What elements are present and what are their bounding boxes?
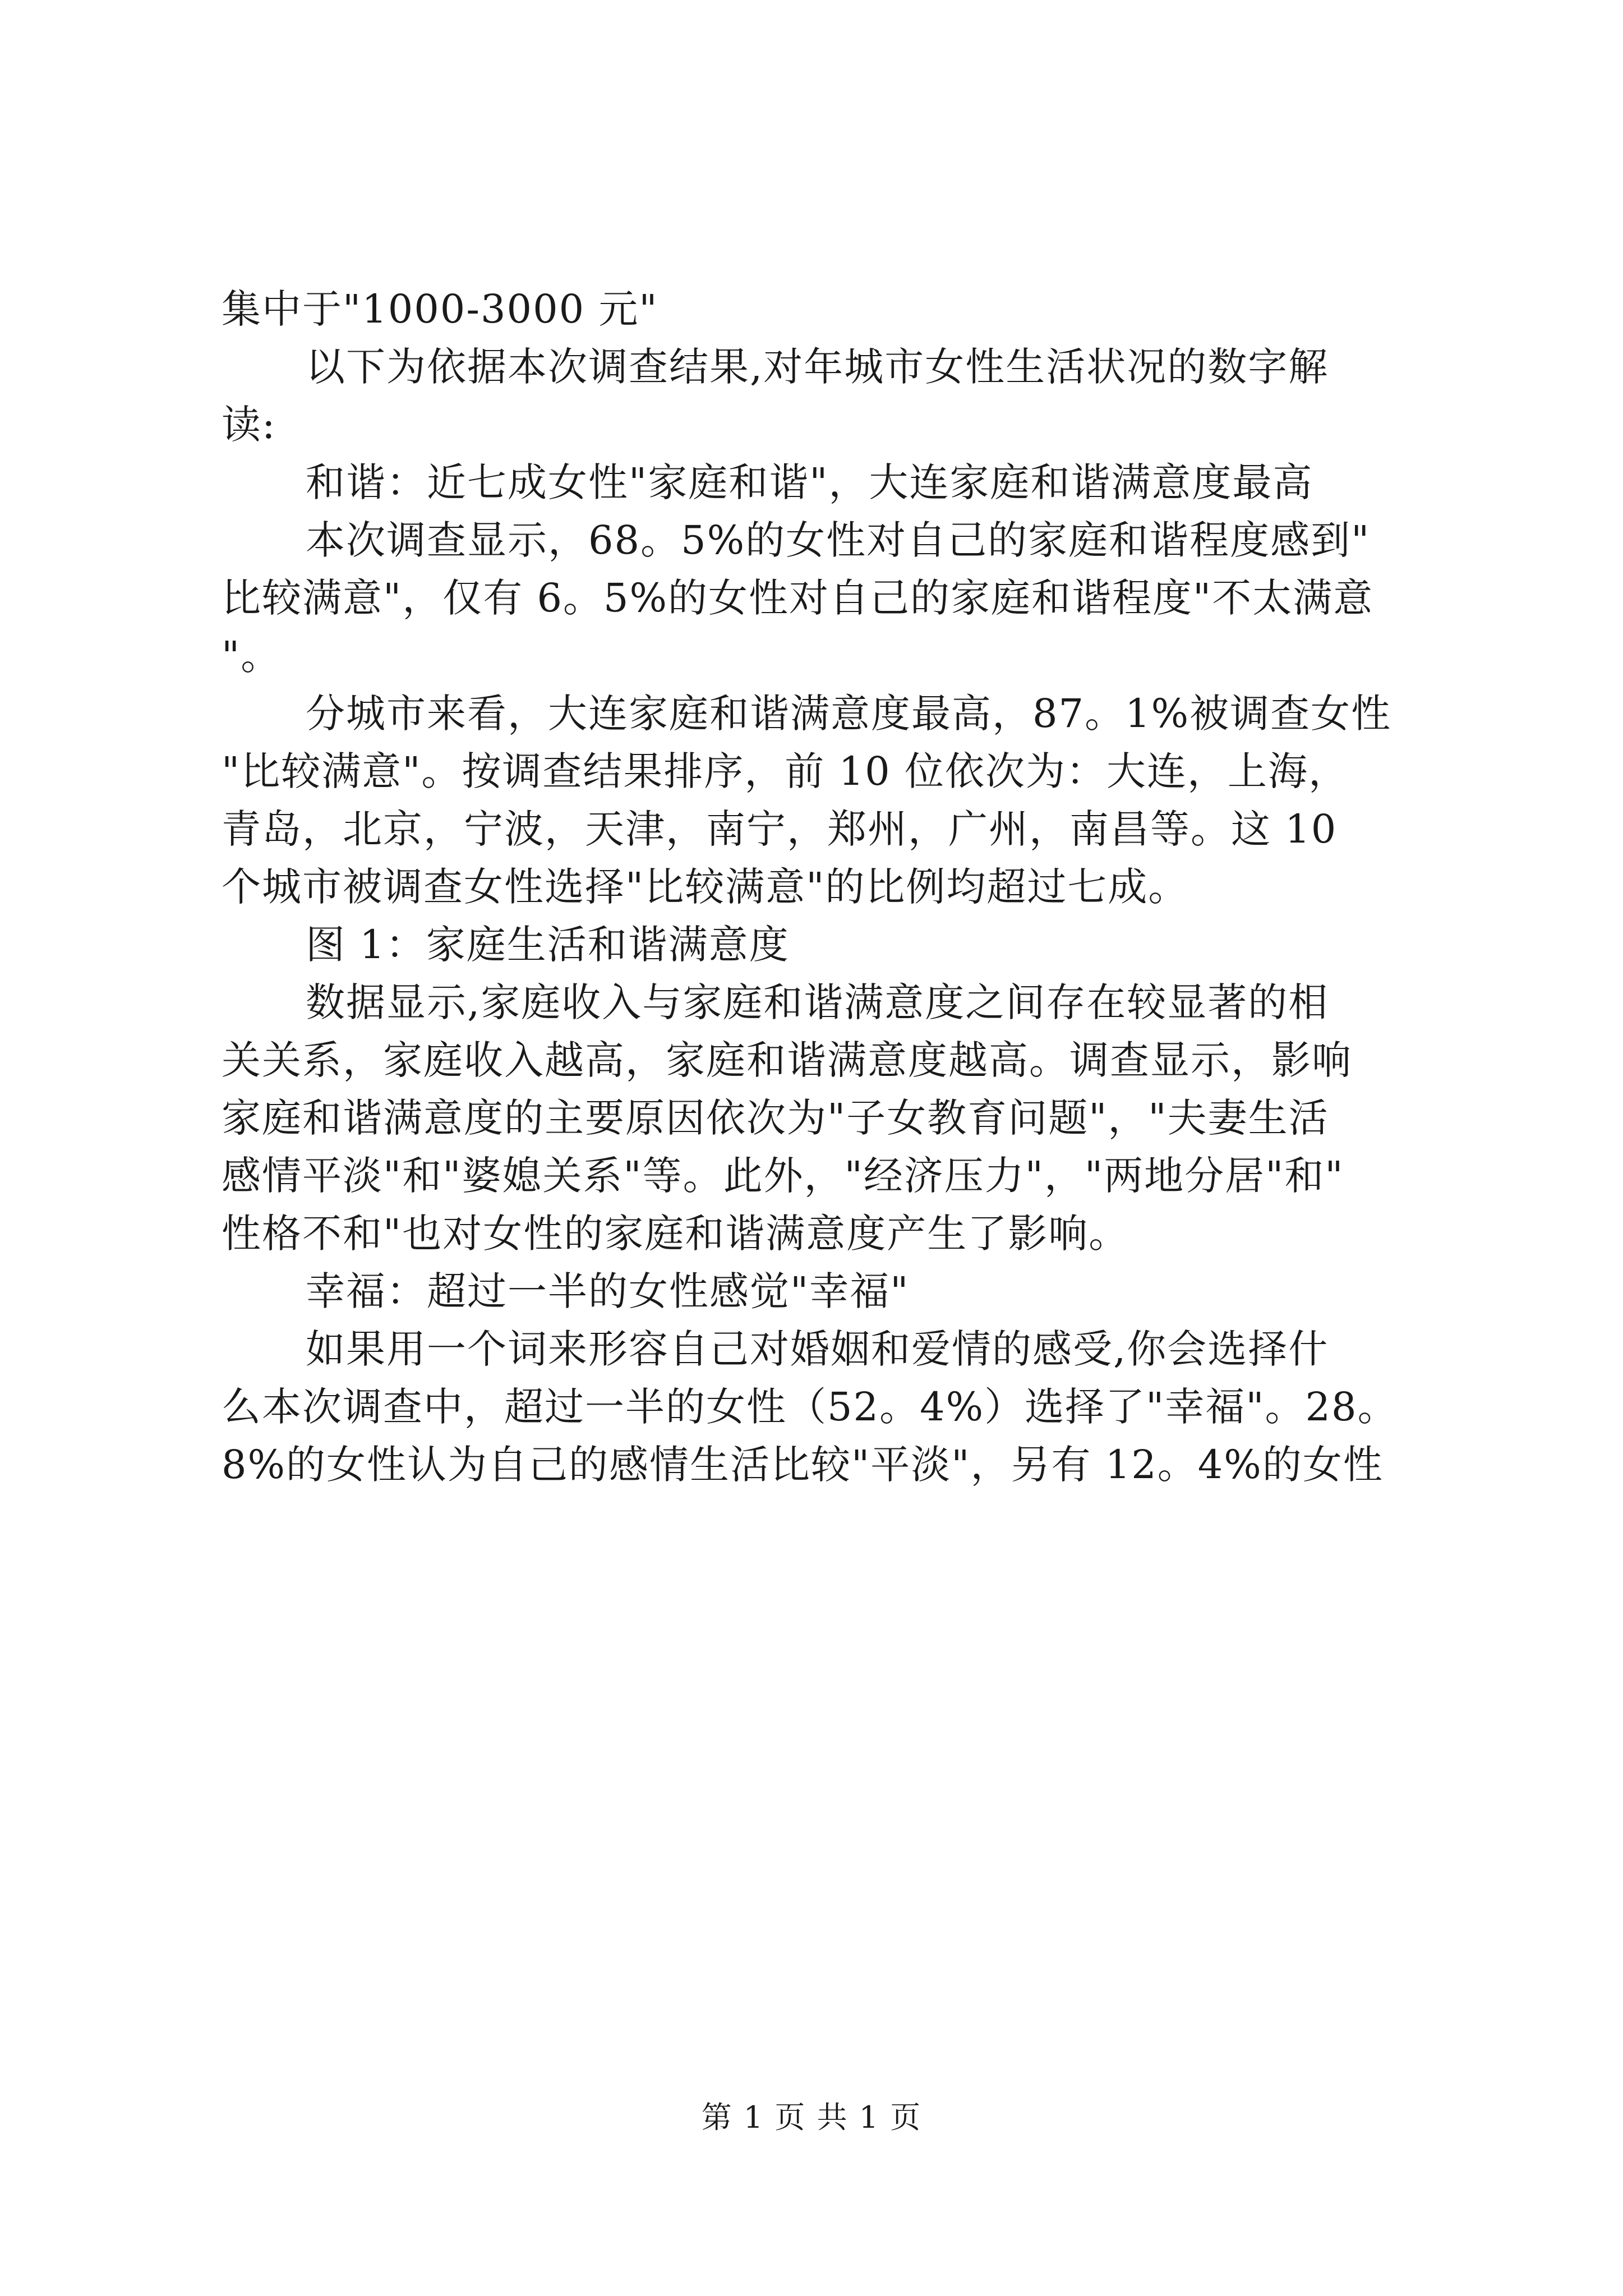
page-number-label: 第 1 页 共 1 页 xyxy=(701,2100,922,2135)
text-line: "比较满意"。按调查结果排序，前 10 位依次为：大连，上海， xyxy=(222,748,1349,794)
document-body xyxy=(222,280,1419,1494)
text-line: 本次调查显示，68。5%的女性对自己的家庭和谐程度感到" xyxy=(306,517,1371,563)
text-line: 青岛，北京，宁波，天津，南宁，郑州，广州，南昌等。这 10 xyxy=(222,806,1338,852)
text-line: 如果用一个词来形容自己对婚姻和爱情的感受,你会选择什 xyxy=(306,1326,1329,1372)
text-line: 比较满意"，仅有 6。5%的女性对自己的家庭和谐程度"不太满意 xyxy=(222,575,1374,621)
text-line: 关关系，家庭收入越高，家庭和谐满意度越高。调查显示，影响 xyxy=(222,1037,1352,1083)
figure-caption: 图 1：家庭生活和谐满意度 xyxy=(306,922,790,968)
text-line: 分城市来看，大连家庭和谐满意度最高，87。1%被调查女性 xyxy=(306,691,1392,737)
text-line: 8%的女性认为自己的感情生活比较"平淡"，另有 12。4%的女性 xyxy=(222,1442,1384,1488)
text-line: "。 xyxy=(222,633,282,679)
page-footer xyxy=(0,2098,1623,2137)
text-line: 么本次调查中，超过一半的女性（52。4%）选择了"幸福"。28。 xyxy=(222,1384,1398,1430)
text-line: 性格不和"也对女性的家庭和谐满意度产生了影响。 xyxy=(222,1211,1129,1257)
text-line: 个城市被调查女性选择"比较满意"的比例均超过七成。 xyxy=(222,864,1189,910)
text-line: 集中于"1000-3000 元" xyxy=(222,286,658,332)
text-line: 数据显示,家庭收入与家庭和谐满意度之间存在较显著的相 xyxy=(306,979,1329,1025)
text-line: 感情平淡"和"婆媳关系"等。此外，"经济压力"，"两地分居"和" xyxy=(222,1153,1344,1199)
text-line: 以下为依据本次调查结果,对年城市女性生活状况的数字解 xyxy=(306,344,1329,390)
text-line: 读: xyxy=(222,402,276,448)
text-line: 家庭和谐满意度的主要原因依次为"子女教育问题"，"夫妻生活 xyxy=(222,1095,1329,1141)
section-heading: 和谐：近七成女性"家庭和谐"，大连家庭和谐满意度最高 xyxy=(306,459,1313,505)
section-heading: 幸福：超过一半的女性感觉"幸福" xyxy=(306,1268,910,1314)
